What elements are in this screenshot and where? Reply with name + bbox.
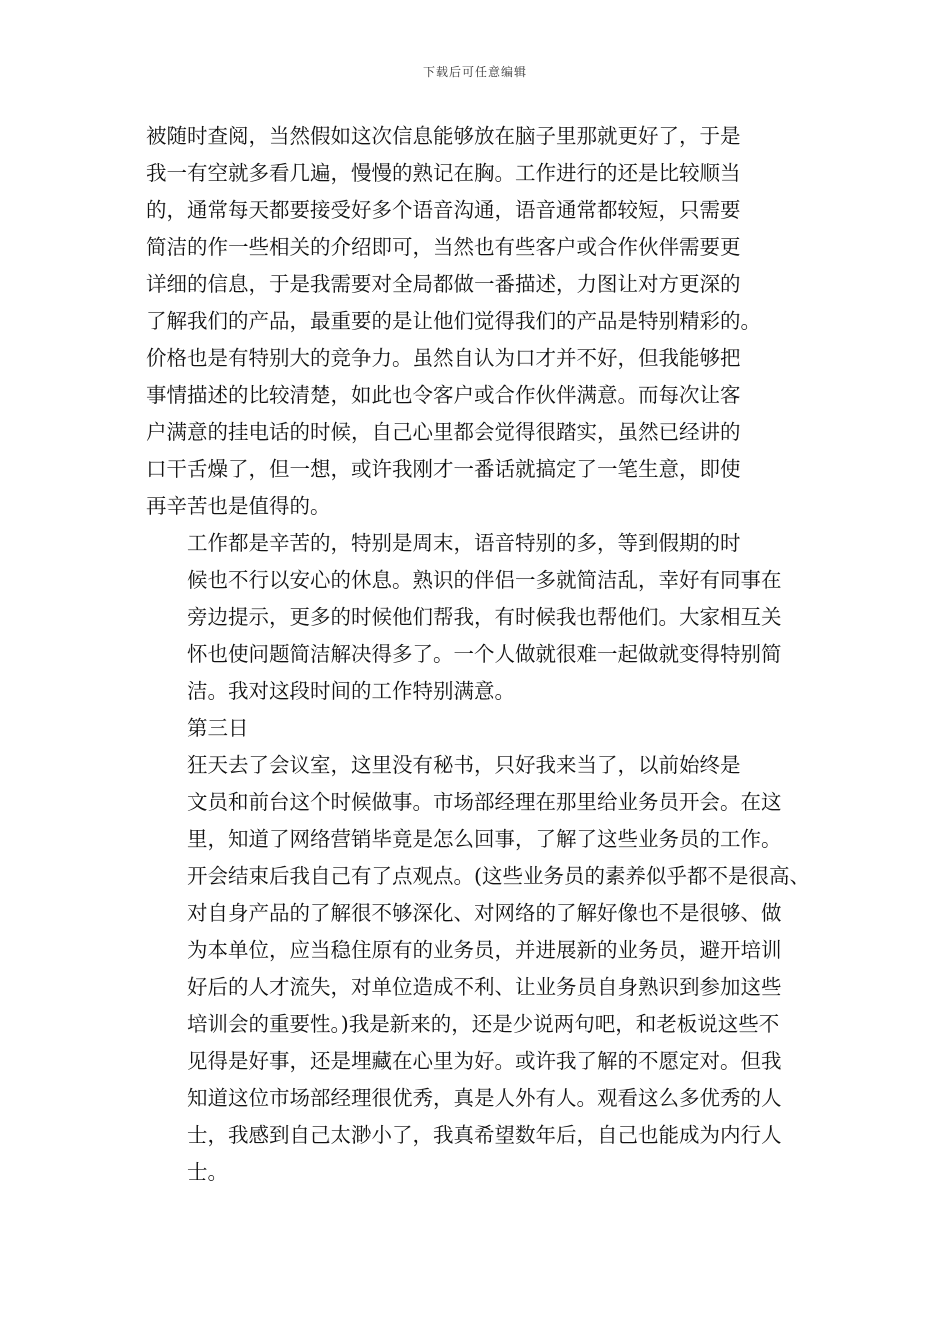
paragraph-3: [146, 747, 816, 1191]
text-line: 再辛苦也是值得的。: [146, 494, 331, 518]
text-line: 第三日: [187, 716, 249, 740]
text-line: 对自身产品的了解很不够深化、对网络的了解好像也不是很够、做: [187, 901, 782, 925]
text-line: 详细的信息，于是我需要对全局都做一番描述，力图让对方更深的: [146, 272, 741, 296]
section-heading-day-three: [146, 710, 816, 747]
text-line: 文员和前台这个时候做事。市场部经理在那里给业务员开会。在这: [187, 790, 782, 814]
text-line: 户满意的挂电话的时候，自己心里都会觉得很踏实，虽然已经讲的: [146, 420, 741, 444]
text-line: 见得是好事，还是埋藏在心里为好。或许我了解的不愿定对。但我: [187, 1049, 782, 1073]
text-line: 为本单位，应当稳住原有的业务员，并进展新的业务员，避开培训: [187, 938, 782, 962]
text-line: 口干舌燥了，但一想，或许我刚才一番话就搞定了一笔生意，即使: [146, 457, 741, 481]
text-line: 价格也是有特别大的竞争力。虽然自认为口才并不好，但我能够把: [146, 346, 741, 370]
text-line: 简洁的作一些相关的介绍即可，当然也有些客户或合作伙伴需要更: [146, 235, 741, 259]
paragraph-2: [146, 525, 816, 710]
paragraph-1: [146, 118, 816, 525]
text-line: 里，知道了网络营销毕竟是怎么回事，了解了这些业务员的工作。: [187, 827, 782, 851]
document-body: [146, 118, 816, 1191]
text-line: 了解我们的产品，最重要的是让他们觉得我们的产品是特别精彩的。: [146, 309, 761, 333]
text-line: 旁边提示，更多的时候他们帮我，有时候我也帮他们。大家相互关: [187, 605, 782, 629]
text-line: 工作都是辛苦的，特别是周末，语音特别的多，等到假期的时: [187, 531, 741, 555]
text-line: 洁。我对这段时间的工作特别满意。: [187, 679, 515, 703]
text-line: 狂天去了会议室，这里没有秘书，只好我来当了，以前始终是: [187, 753, 741, 777]
text-line: 士。: [187, 1160, 228, 1184]
text-line: 好后的人才流失，对单位造成不利、让业务员自身熟识到参加这些: [187, 975, 782, 999]
text-line: 被随时查阅，当然假如这次信息能够放在脑子里那就更好了，于是: [146, 124, 741, 148]
text-line: 培训会的重要性。)我是新来的，还是少说两句吧，和老板说这些不: [187, 1012, 780, 1036]
text-line: 知道这位市场部经理很优秀，真是人外有人。观看这么多优秀的人: [187, 1086, 782, 1110]
text-line: 我一有空就多看几遍，慢慢的熟记在胸。工作进行的还是比较顺当: [146, 161, 741, 185]
text-line: 怀也使问题简洁解决得多了。一个人做就很难一起做就变得特别简: [187, 642, 782, 666]
text-line: 开会结束后我自己有了点观点。(这些业务员的素养似乎都不是很高、: [187, 864, 810, 888]
text-line: 候也不行以安心的休息。熟识的伴侣一多就简洁乱，幸好有同事在: [187, 568, 782, 592]
page-header: 下载后可任意编辑: [422, 65, 527, 79]
text-line: 事情描述的比较清楚，如此也令客户或合作伙伴满意。而每次让客: [146, 383, 741, 407]
text-line: 士，我感到自己太渺小了，我真希望数年后，自己也能成为内行人: [187, 1123, 782, 1147]
text-line: 的，通常每天都要接受好多个语音沟通，语音通常都较短，只需要: [146, 198, 741, 222]
